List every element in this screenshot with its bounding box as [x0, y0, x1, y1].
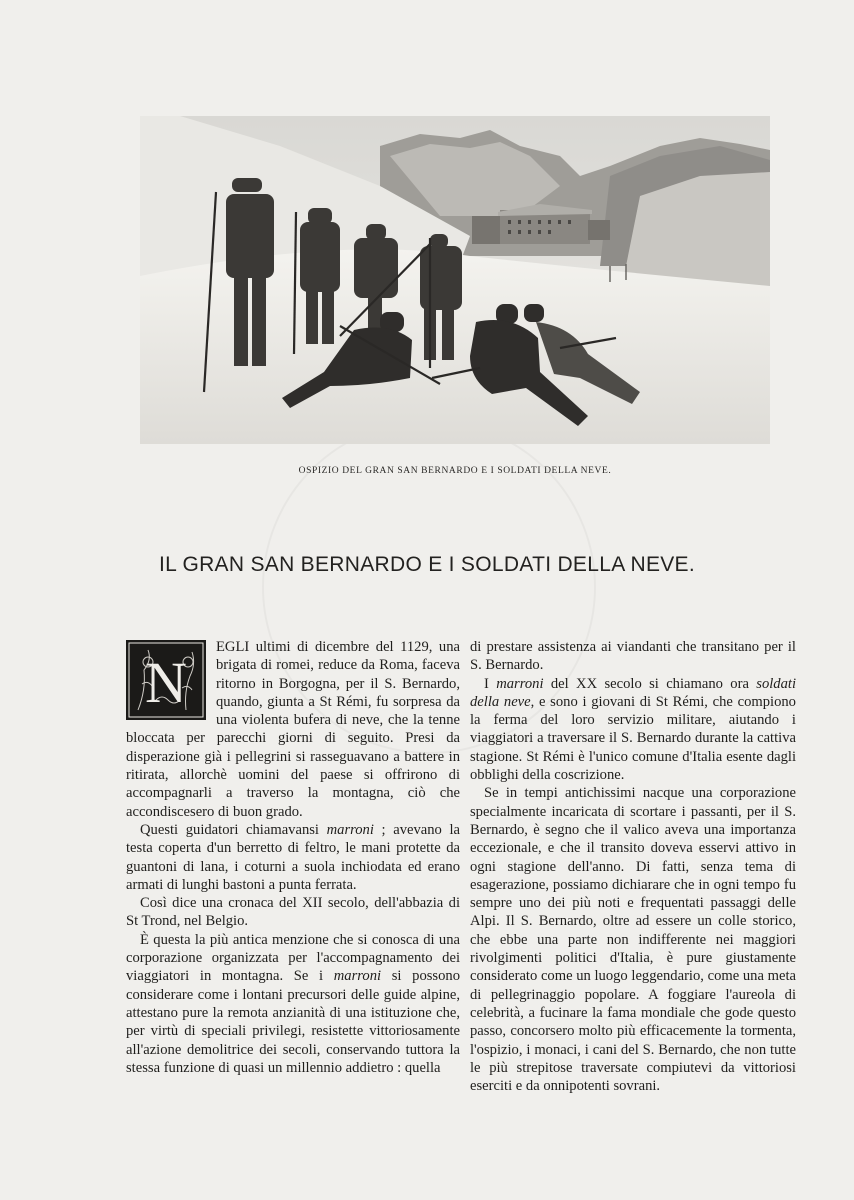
snow-scene-image: [140, 116, 770, 444]
paragraph-6: Se in tempi antichissimi nacque una corporazione specialmente incaricata di scortare i passanti, per il S. Bernardo, è segno che il valico aveva una importanza eccezionale, e che il transito doveva esservi attivo in ogni stagione dell'anno. Di fatti, senza tema di esagerazione, possiamo dichiarare che in ogni tempo fu sempre uno dei più noti e frequentati passaggi delle Alpi. Il S. Bernardo, oltre ad essere un colle storico, che ebbe una parte non indifferente nei maggiori rivolgimenti politici d'Italia, è pure giustamente considerato come un luogo leggendario, come una meta di pellegrinaggio popolare. A foggiare l'aureola di celebrità, a fucinare la fama mondiale che gode questo passo, concorsero molto più efficacemente la tormenta, l'ospizio, i monaci, i cani del S. Bernardo, che non tutte le più strepitose traversate compiutevi da vittoriosi eserciti e da onnipotenti sovrani.: [470, 785, 796, 1095]
ornamental-dropcap-n: [126, 640, 206, 720]
hospice-photograph: [140, 116, 770, 444]
photo-caption: OSPIZIO DEL GRAN SAN BERNARDO E I SOLDATI DELLA NEVE.: [298, 466, 612, 476]
article-column-right: [470, 638, 796, 1095]
paragraph-3: Così dice una cronaca del XII secolo, dell'abbazia di St Trond, nel Belgio.: [126, 895, 460, 930]
floral-ornament-icon: [126, 640, 206, 720]
paragraph-4-continued: di prestare assistenza ai viandanti che transitano per il S. Bernardo.: [470, 639, 796, 674]
svg-text:N: N: [145, 650, 187, 715]
paragraph-5: I marroni del XX secolo si chiamano ora soldati della neve, e sono i giovani di St Rémi, che compiono la ferma del loro servizio militare, aiutando i viaggiatori a traversare il S. Bernardo durante la cattiva stagione. St Rémi è l'unico comune d'Italia esente dagli obblighi della coscrizione.: [470, 675, 796, 784]
paragraph-2: Questi guidatori chiamavansi marroni ; avevano la testa coperta d'un berretto di feltro, le mani protette da guantoni di lana, i coturni a suola inchiodata ed erano armati di lunghi bastoni a punta ferrata.: [126, 821, 460, 893]
paragraph-4: È questa la più antica menzione che si conosca di una corporazione organizzata per l'accompagnamento dei viaggiatori in montagna. Se i marroni si possono considerare come i lontani precursori delle guide alpine, attestano pure la remota anzianità di una istituzione che, per virtù di speciali privilegi, resistette vittoriosamente all'azione demolitrice dei secoli, conservando tuttora la stessa funzione di quasi un millennio addietro : quella: [126, 931, 460, 1076]
paragraph-1: EGLI ultimi di dicembre del 1129, una brigata di romei, reduce da Roma, faceva ritorno in Borgogna, per il S. Bernardo, quando, giunta a St Rémi, fu sorpresa da una violenta bufera di neve, che la tenne bloccata per parecchi giorni di seguito. Presi da disperazione già i pellegrini si rasseguavano a battere in ritirata, allorchè uomini del paese si offrirono di accompagnarli a traverso la montagna, ciò che accondiscesero di buon grado.: [126, 639, 460, 820]
article-column-left: [126, 638, 460, 1077]
article-title: IL GRAN SAN BERNARDO E I SOLDATI DELLA NEVE.: [158, 553, 695, 576]
